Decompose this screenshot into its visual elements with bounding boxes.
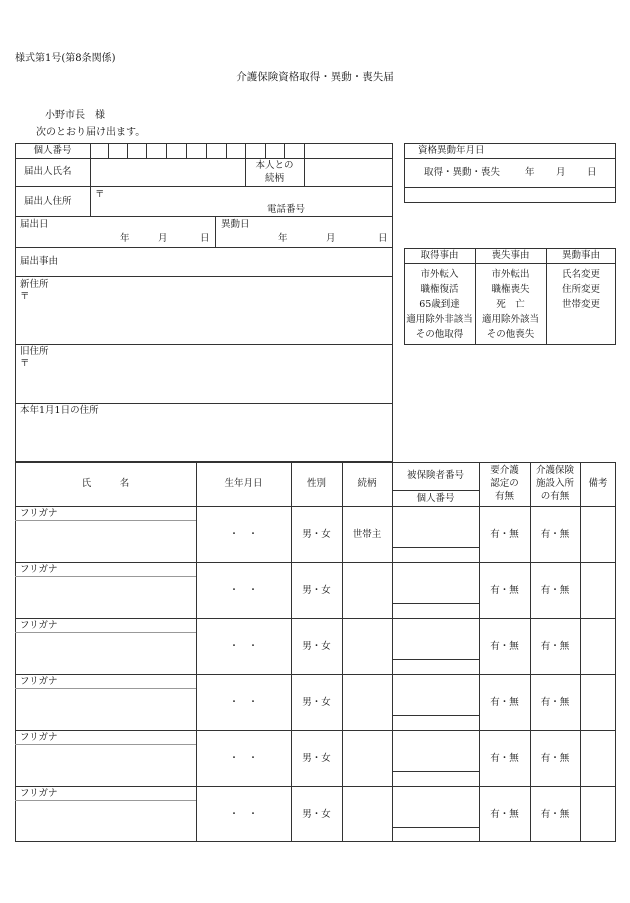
gender-choice[interactable]: 男・女 [302,529,331,540]
applicant-name-label: 届出人氏名 [24,166,72,177]
header-facility-3: の有無 [540,491,570,502]
reason-label: 届出事由 [20,256,59,267]
header-relation: 続柄 [357,478,377,489]
lose-header: 喪失事由 [491,250,530,261]
lose-item[interactable]: 死 亡 [496,299,525,310]
filed-day: 日 [200,233,210,244]
birth-date[interactable]: ・ ・ [229,697,258,708]
relation-input[interactable] [343,787,391,841]
new-address-input[interactable] [16,303,392,343]
facility-choice[interactable]: 有・無 [540,753,570,764]
lose-item[interactable]: 市外転出 [491,269,530,280]
insured-no-input[interactable] [393,787,478,826]
header-facility-1: 介護保険 [535,465,574,476]
header-birth: 生年月日 [224,478,263,489]
acquire-item[interactable]: 市外転入 [420,269,459,280]
postal-mark: 〒 [95,189,105,200]
header-remarks: 備考 [588,478,608,489]
facility-choice[interactable]: 有・無 [540,529,570,540]
personal-no-label: 個人番号 [33,145,72,156]
acquire-header: 取得事由 [420,250,459,261]
relation-input[interactable] [343,731,391,785]
remarks-input[interactable] [581,675,615,729]
change-day: 日 [378,233,388,244]
status-change-types: 取得・異動・喪失 [424,167,501,178]
birth-date[interactable]: ・ ・ [229,753,258,764]
member-name-input[interactable] [16,577,195,617]
remarks-input[interactable] [581,731,615,785]
remarks-input[interactable] [581,787,615,841]
intro-text: 次のとおり届け出ます。 [36,127,146,138]
change-month: 月 [326,233,336,244]
furigana-label: フリガナ [20,676,58,687]
change-header: 異動事由 [561,250,600,261]
change-item[interactable]: 世帯変更 [561,299,600,310]
applicant-address-label: 届出人住所 [24,196,72,207]
header-facility-2: 施設入所 [535,478,574,489]
furigana-label: フリガナ [20,732,58,743]
status-change-extra-input[interactable] [405,188,615,202]
relation-label-2: 続柄 [264,173,284,184]
personal-no-input[interactable] [393,772,478,785]
remarks-input[interactable] [581,619,615,673]
status-change-header: 資格異動年月日 [418,145,485,156]
old-address-input[interactable] [16,370,392,402]
header-care-1: 要介護 [490,465,519,476]
new-address-label: 新住所 [20,279,49,290]
gender-choice[interactable]: 男・女 [302,585,331,596]
change-item[interactable]: 住所変更 [561,284,600,295]
insured-no-input[interactable] [393,675,478,714]
relation-label-1: 本人との [255,160,294,171]
change-year: 年 [278,233,288,244]
member-name-input[interactable] [16,633,195,673]
jan1-address-input[interactable] [16,418,392,461]
status-change-date-input[interactable] [405,159,615,186]
addressee: 小野市長 様 [45,110,105,121]
relation-input[interactable] [343,563,391,617]
care-choice[interactable]: 有・無 [490,529,519,540]
insured-no-input[interactable] [393,507,478,546]
care-choice[interactable]: 有・無 [490,585,519,596]
birth-date[interactable]: ・ ・ [229,809,258,820]
gender-choice[interactable]: 男・女 [302,697,331,708]
old-address-label: 旧住所 [20,346,49,357]
remarks-input[interactable] [581,563,615,617]
care-choice[interactable]: 有・無 [490,697,519,708]
new-address-postal: 〒 [20,291,30,302]
form-number: 様式第1号(第8条関係) [15,53,116,64]
personal-no-input[interactable] [393,716,478,729]
header-gender: 性別 [306,478,326,489]
acquire-item[interactable]: 適用除外非該当 [406,314,473,325]
acquire-item[interactable]: 65歳到達 [419,299,460,310]
personal-no-input[interactable] [393,828,478,841]
personal-no-input[interactable] [393,604,478,617]
filed-year: 年 [120,233,130,244]
birth-date[interactable]: ・ ・ [229,529,258,540]
furigana-label: フリガナ [20,564,58,575]
member-name-input[interactable] [16,689,195,729]
insured-no-input[interactable] [393,619,478,658]
old-address-postal: 〒 [20,358,30,369]
member-name-input[interactable] [16,745,195,785]
header-personal-no: 個人番号 [416,493,455,504]
filed-month: 月 [158,233,168,244]
facility-choice[interactable]: 有・無 [540,641,570,652]
personal-no-input[interactable] [393,660,478,673]
facility-choice[interactable]: 有・無 [540,809,570,820]
header-insured-no: 被保険者番号 [406,470,464,481]
insured-no-input[interactable] [393,731,478,770]
status-day: 日 [587,167,597,178]
furigana-label: フリガナ [20,508,58,519]
applicant-address-input[interactable] [91,187,392,215]
lose-item[interactable]: 適用除外該当 [481,314,539,325]
personal-no-input[interactable] [393,548,478,561]
relation-value[interactable]: 世帯主 [352,529,382,540]
relation-input[interactable] [343,619,391,673]
relation-input[interactable] [343,675,391,729]
gender-choice[interactable]: 男・女 [302,641,331,652]
change-date-label: 異動日 [221,219,250,230]
birth-date[interactable]: ・ ・ [229,585,258,596]
filed-date-input[interactable] [16,217,214,246]
phone-label: 電話番号 [267,204,306,215]
member-name-input[interactable] [16,801,195,841]
member-name-input[interactable] [16,521,195,561]
header-care-3: 有無 [494,491,514,502]
status-year: 年 [525,167,535,178]
furigana-label: フリガナ [20,620,58,631]
header-care-2: 認定の [490,478,519,489]
gender-choice[interactable]: 男・女 [302,753,331,764]
gender-choice[interactable]: 男・女 [302,809,331,820]
filed-date-label: 届出日 [20,219,49,230]
facility-choice[interactable]: 有・無 [540,697,570,708]
form-title: 介護保険資格取得・異動・喪失届 [236,71,394,83]
care-choice[interactable]: 有・無 [490,753,519,764]
relation-input[interactable] [305,159,392,185]
lose-item[interactable]: 職権喪失 [491,284,530,295]
header-name: 氏 名 [81,478,130,489]
insured-no-input[interactable] [393,563,478,602]
change-date-input[interactable] [216,217,392,246]
applicant-name-input[interactable] [91,159,244,185]
acquire-item[interactable]: 職権復活 [420,284,459,295]
remarks-input[interactable] [581,507,615,561]
personal-no-input[interactable] [91,144,303,158]
birth-date[interactable]: ・ ・ [229,641,258,652]
change-item[interactable]: 氏名変更 [561,269,600,280]
furigana-label: フリガナ [20,788,58,799]
facility-choice[interactable]: 有・無 [540,585,570,596]
lose-item[interactable]: その他喪失 [486,329,535,340]
acquire-item[interactable]: その他取得 [415,329,464,340]
reason-input[interactable] [80,248,392,275]
care-choice[interactable]: 有・無 [490,809,519,820]
care-choice[interactable]: 有・無 [490,641,519,652]
jan1-address-label: 本年1月1日の住所 [20,405,99,416]
status-month: 月 [556,167,566,178]
